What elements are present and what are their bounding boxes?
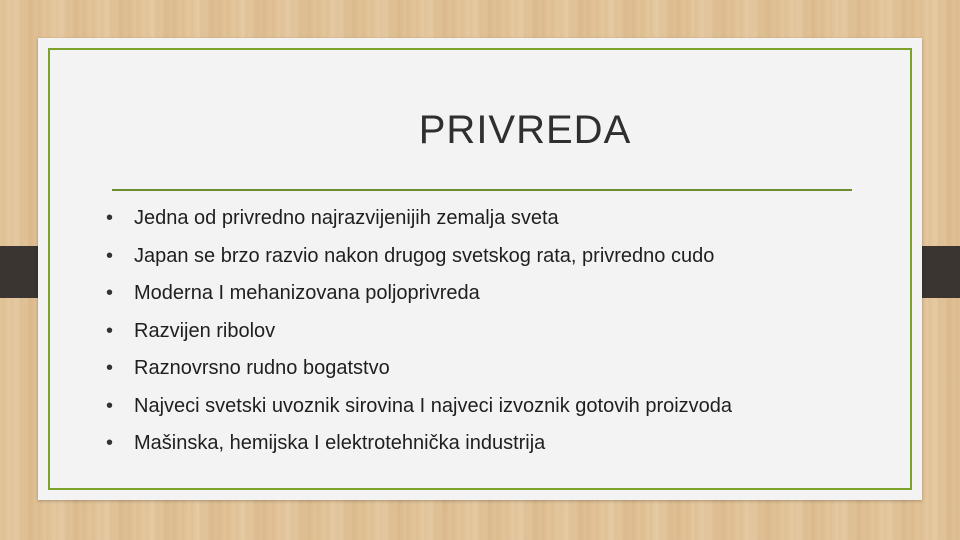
bullet-item: [106, 425, 732, 463]
slide-title: PRIVREDA: [418, 108, 632, 152]
bullet-text: Mašinska, hemijska I elektrotehnička industrija: [134, 432, 546, 455]
bullet-icon: •: [106, 319, 114, 342]
bullet-text: Jedna od privredno najrazvijenijih zemalja sveta: [134, 207, 559, 230]
bullet-item: [106, 313, 732, 351]
bullet-icon: •: [106, 357, 114, 380]
bullet-text: Moderna I mehanizovana poljoprivreda: [134, 282, 480, 305]
bullet-item: [106, 275, 732, 313]
slide: [38, 38, 922, 500]
bullet-text: Najveci svetski uvoznik sirovina I najveci izvoznik gotovih proizvoda: [134, 394, 733, 417]
bullet-list: [106, 200, 732, 463]
bullet-item: [106, 200, 732, 238]
bullet-icon: •: [106, 432, 114, 455]
bullet-item: [106, 238, 732, 276]
bullet-icon: •: [106, 394, 114, 417]
bullet-text: Razvijen ribolov: [134, 319, 276, 342]
bullet-item: [106, 388, 732, 426]
bullet-item: [106, 350, 732, 388]
bullet-icon: •: [106, 282, 114, 305]
title-underline: [112, 189, 852, 191]
bullet-icon: •: [106, 207, 114, 230]
bullet-text: Raznovrsno rudno bogatstvo: [134, 357, 390, 380]
bullet-icon: •: [106, 244, 114, 267]
bullet-text: Japan se brzo razvio nakon drugog svetskog rata, privredno cudo: [134, 244, 715, 267]
